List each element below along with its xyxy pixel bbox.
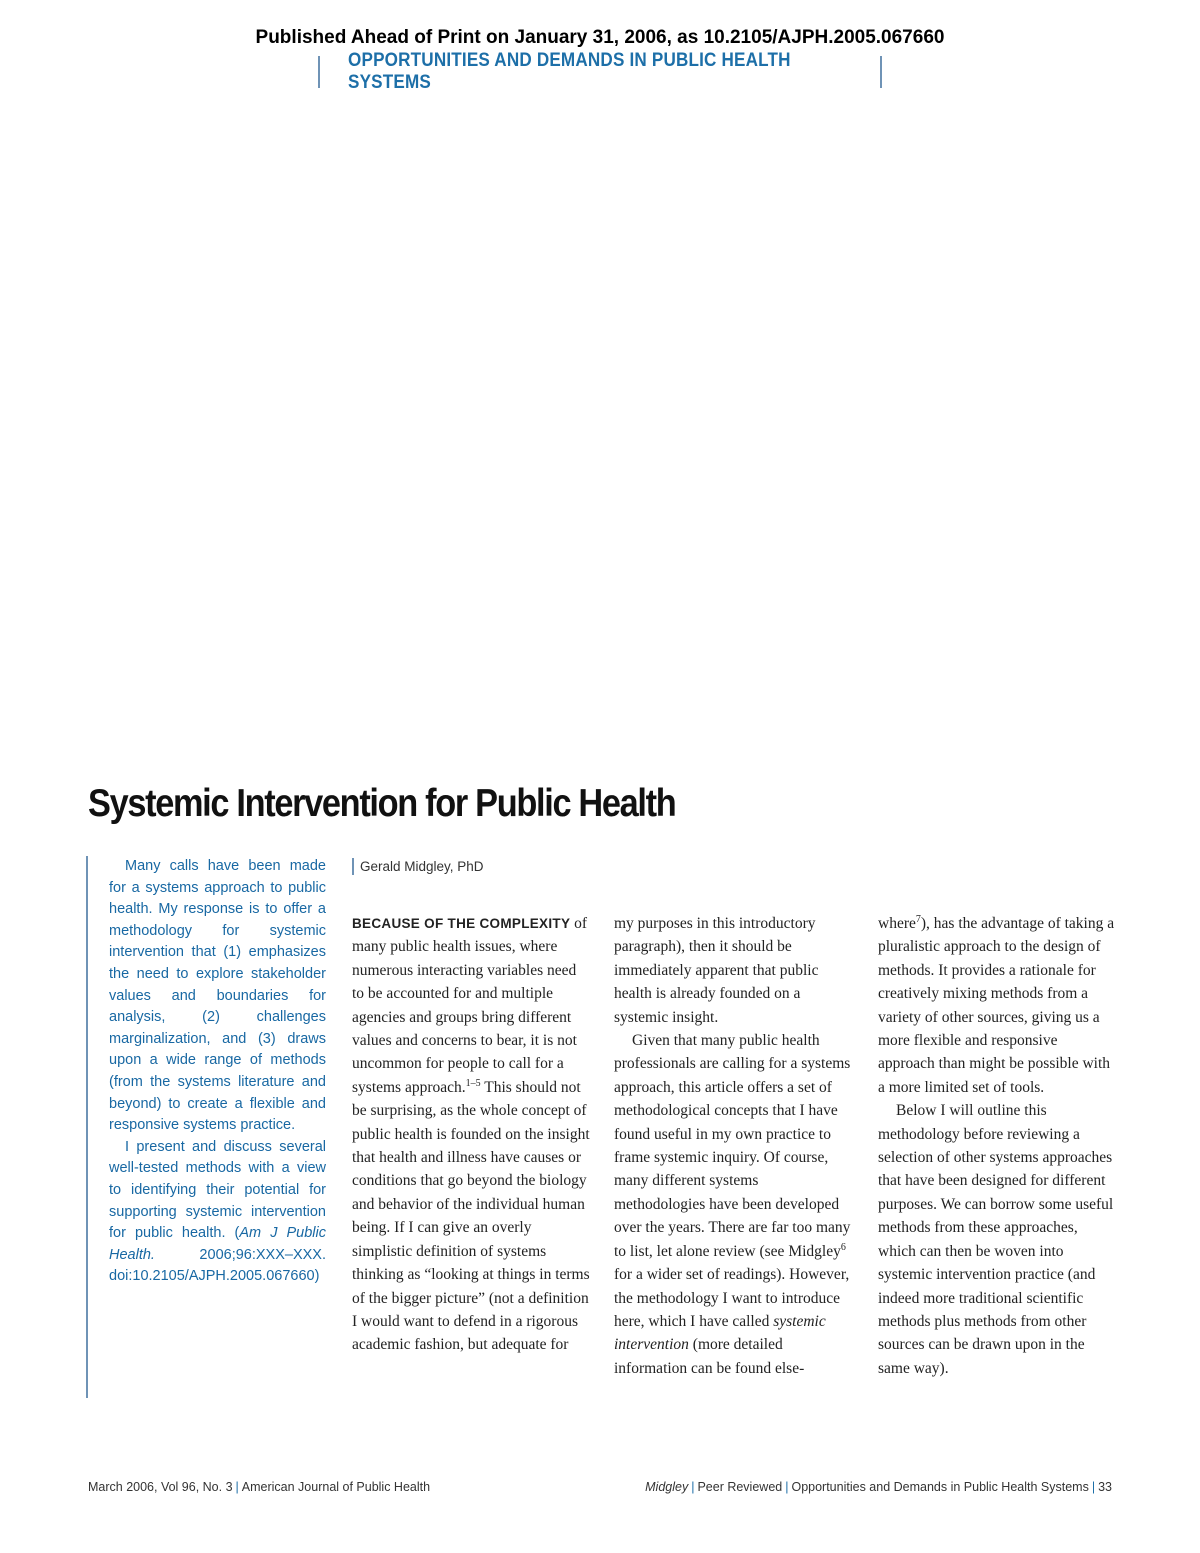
footer-separator: | <box>691 1480 695 1494</box>
body-text: for a wider set of readings). However, the methodology I want to introduce here, which I have called <box>614 1266 850 1330</box>
running-author: Midgley <box>645 1480 689 1494</box>
body-paragraph <box>352 912 590 1357</box>
abstract-paragraph-1: Many calls have been made for a systems approach to public health. My response is to offer a methodology for systemic intervention that (1) emphasizes the need to explore stakeholder values and boundaries for analysis, (2) challenges marginalization, and (3) draws upon a wide range of methods (from the systems literature and beyond) to create a flexible and responsive systems practice. <box>109 858 326 1134</box>
body-paragraph <box>878 912 1116 1099</box>
footer-separator: | <box>235 1480 239 1494</box>
section-header <box>318 50 882 93</box>
running-section: Opportunities and Demands in Public Health Systems <box>791 1480 1089 1494</box>
body-text: of many public health issues, where numerous interacting variables need to be accounted for and multiple agencies and groups bring different values and concerns to bear, it is not uncommon for people to call for a systems approach. <box>352 915 588 1096</box>
body-column-3 <box>878 912 1116 1380</box>
reference-marker: 6 <box>840 1241 846 1253</box>
body-text: This should not be surprising, as the whole concept of public health is founded on the insight that health and illness have causes or conditions that go beyond the biology and behavior of the individual human being. If I can give an overly simplistic definition of systems thinking as “looking at things in terms of the bigger picture” (not a definition I would want to defend in a rigorous academic fashion, but adequate for <box>352 1078 590 1354</box>
section-label: OPPORTUNITIES AND DEMANDS IN PUBLIC HEALTH SYSTEMS <box>348 50 791 93</box>
body-paragraph: my purposes in this introductory paragraph), then it should be immediately apparent that public health is already founded on a systemic insight. <box>614 915 819 1026</box>
reference-marker: 1–5 <box>465 1077 481 1089</box>
lead-in: BECAUSE OF THE COMPLEXITY <box>352 916 571 931</box>
body-paragraph <box>614 1029 852 1380</box>
author-byline: Gerald Midgley, PhD <box>352 858 484 875</box>
abstract-paragraph-2 <box>109 1137 326 1288</box>
body-text: Given that many public health professionals are calling for a systems approach, this article offers a set of methodological concepts that I have found useful in my own practice to frame systemic inquiry. Of course, many different systems methodologies have been developed over the years. There are far too many to list, let alone review (see Midgley <box>614 1032 851 1260</box>
footer-left <box>88 1480 430 1494</box>
journal-abbrev: Am J Public Health. <box>109 1225 326 1263</box>
body-paragraph: Below I will outline this methodology before reviewing a selection of other systems approaches that have been designed for different purposes. We can borrow some useful methods from these approaches, which can then be woven into systemic intervention practice (and indeed more traditional scientific methods plus methods from other sources can be drawn upon in the same way). <box>878 1102 1114 1377</box>
body-column-1 <box>352 912 590 1357</box>
abstract-text: I present and discuss several well-tested methods with a view to identifying their potential for supporting systemic intervention for public health. ( <box>109 1138 326 1242</box>
body-text: (more detailed information can be found else- <box>614 1336 805 1377</box>
journal-name: American Journal of Public Health <box>241 1480 431 1494</box>
reference-marker: 7 <box>915 913 921 925</box>
emphasized-term: systemic intervention <box>614 1312 826 1354</box>
issue-info: March 2006, Vol 96, No. 3 <box>88 1480 233 1494</box>
footer-right <box>645 1480 1112 1494</box>
publication-notice: Published Ahead of Print on January 31, 2006, as 10.2105/AJPH.2005.067660 <box>255 27 945 48</box>
citation: 2006;96:XXX–XXX. doi:10.2105/AJPH.2005.067660) <box>109 1246 326 1285</box>
page-number: 33 <box>1098 1480 1112 1494</box>
body-text: where <box>878 915 916 932</box>
footer-separator: | <box>1091 1480 1096 1494</box>
body-column-2 <box>614 912 852 1380</box>
article-title: Systemic Intervention for Public Health <box>88 782 676 825</box>
body-text: ), has the advantage of taking a pluralistic approach to the design of methods. It provides a rationale for creatively mixing methods from a variety of other sources, giving us a more flexible and responsive approach than might be possible with a more limited set of tools. <box>878 915 1115 1096</box>
footer-separator: | <box>785 1480 789 1494</box>
review-status: Peer Reviewed <box>697 1480 783 1494</box>
abstract <box>86 856 326 1398</box>
